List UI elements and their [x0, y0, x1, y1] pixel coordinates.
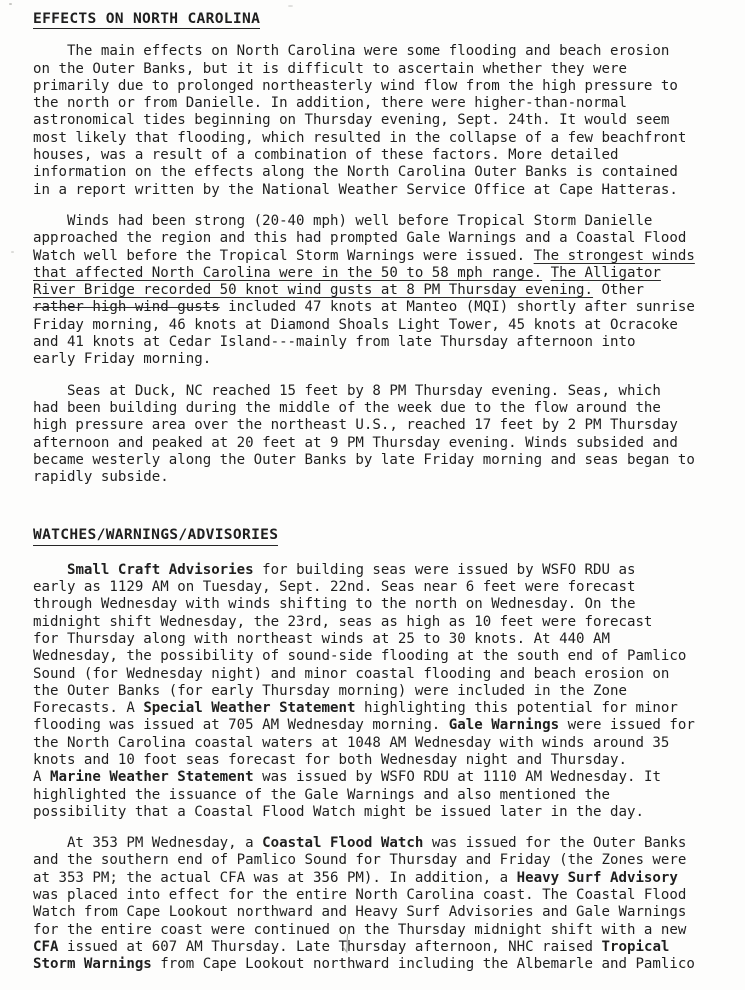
text-run: from Cape Lookout northward including the Albemarle and Pamlico	[151, 956, 695, 973]
text-run: flooding was issued at 705 AM Wednesday morning.	[33, 717, 449, 734]
text-run: A	[33, 769, 50, 786]
text-run: high pressure area over the northeast U.S., reached 17 feet by 2 PM Thursday	[33, 417, 678, 434]
text-run: knots and 10 foot seas forecast for both Wednesday night and Thursday.	[33, 751, 627, 768]
text-run: At 353 PM Wednesday, a	[33, 835, 263, 852]
paragraph	[33, 835, 721, 973]
paragraph	[33, 562, 721, 821]
text-run: most likely that flooding, which resulted in the collapse of a few beachfront	[33, 129, 687, 146]
text-line	[33, 265, 721, 282]
stray-pen-mark	[341, 933, 355, 959]
text-run: Seas at Duck, NC reached 15 feet by 8 PM Thursday evening. Seas, which	[33, 382, 661, 399]
text-run: in a report written by the National Weather Service Office at Cape Hatteras.	[33, 181, 678, 198]
text-line	[33, 147, 721, 164]
text-line	[33, 614, 721, 631]
text-run: and 41 knots at Cedar Island---mainly from late Thursday afternoon into	[33, 334, 636, 351]
section-heading-watches-warnings-advisories: WATCHES/WARNINGS/ADVISORIES	[33, 526, 278, 545]
text-run: the north or from Danielle. In addition, there were higher-than-normal	[33, 95, 627, 112]
text-run: through Wednesday with winds shifting to the north on Wednesday. On the	[33, 596, 636, 613]
text-run: information on the effects along the North Carolina Outer Banks is contained	[33, 164, 678, 181]
text-line	[33, 351, 721, 368]
pen-underlined-text-run: that affected North Carolina were in the 50 to 58 mph range.	[33, 264, 543, 281]
text-line	[33, 939, 721, 956]
text-line	[33, 452, 721, 469]
text-line	[33, 870, 721, 887]
paragraph	[33, 43, 721, 199]
text-line	[33, 752, 721, 769]
text-line	[33, 213, 721, 230]
text-line	[33, 112, 721, 129]
text-line	[33, 579, 721, 596]
text-run: was issued for the Outer Banks	[423, 835, 687, 852]
text-run: was placed into effect for the entire North Carolina coast. The Coastal Flood	[33, 887, 687, 904]
text-run: for building seas were issued by WSFO RDU as	[253, 561, 636, 578]
text-run: primarily due to prolonged northeasterly wind flow from the high pressure to	[33, 77, 678, 94]
text-run: The main effects on North Carolina were some flooding and beach erosion	[33, 43, 670, 60]
bold-text-run: Heavy Surf Advisory	[516, 869, 678, 886]
text-run: on the Outer Banks, but it is difficult to ascertain whether they were	[33, 60, 627, 77]
text-run	[542, 265, 551, 281]
pen-underlined-text-run: River Bridge recorded 50 knot wind gusts at 8 PM Thursday evening.	[33, 282, 594, 299]
text-run: highlighted the issuance of the Gale Warnings and also mentioned the	[33, 786, 610, 803]
text-line	[33, 130, 721, 147]
text-line	[33, 282, 721, 299]
text-run: highlighting this potential for minor	[355, 700, 678, 717]
text-line	[33, 700, 721, 717]
bold-text-run: Small Craft Advisories	[66, 561, 254, 578]
text-run: possibility that a Coastal Flood Watch might be issued later in the day.	[33, 803, 644, 820]
text-run	[33, 562, 67, 578]
text-run: were issued for	[559, 717, 695, 734]
text-run: Winds had been strong (20-40 mph) well before Tropical Storm Danielle	[33, 212, 653, 229]
text-line	[33, 299, 721, 316]
text-line	[33, 317, 721, 334]
scan-speck	[11, 251, 14, 253]
text-line	[33, 435, 721, 452]
text-line	[33, 887, 721, 904]
text-line	[33, 400, 721, 417]
text-line	[33, 835, 721, 852]
text-run: had been building during the middle of the week due to the flow around the	[33, 399, 661, 416]
text-run: Watch from Cape Lookout northward and Heavy Surf Advisories and Gale Warnings	[33, 904, 687, 921]
text-line	[33, 787, 721, 804]
text-line	[33, 248, 721, 265]
text-line	[33, 804, 721, 821]
scan-speck	[288, 5, 293, 7]
text-run: and the southern end of Pamlico Sound for Thursday and Friday (the Zones were	[33, 852, 687, 869]
text-line	[33, 43, 721, 60]
scan-speck	[9, 3, 12, 5]
text-run: Sound (for Wednesday night) and minor coastal flooding and beach erosion on	[33, 665, 670, 682]
text-line	[33, 666, 721, 683]
text-run: included 47 knots at Manteo (MQI) shortly after sunrise	[219, 299, 695, 316]
section-watches-warnings-advisories	[33, 500, 721, 973]
bold-text-run: Storm Warnings	[33, 956, 152, 973]
pen-struck-text-run: rather high wind gusts	[33, 299, 220, 316]
text-run: early as 1129 AM on Tuesday, Sept. 22nd. Seas near 6 feet were forecast	[33, 579, 636, 596]
text-line	[33, 230, 721, 247]
text-run: Friday morning, 46 knots at Diamond Shoals Light Tower, 45 knots at Ocracoke	[33, 316, 678, 333]
text-line	[33, 648, 721, 665]
text-line	[33, 562, 721, 579]
text-run: for the entire coast were continued on the Thursday midnight shift with a new	[33, 921, 687, 938]
text-line	[33, 735, 721, 752]
text-run: Other	[593, 282, 644, 299]
text-line	[33, 95, 721, 112]
text-run: the North Carolina coastal waters at 1048 AM Wednesday with winds around 35	[33, 734, 670, 751]
text-run: at 353 PM; the actual CFA was at 356 PM). In addition, a	[33, 869, 517, 886]
text-line	[33, 717, 721, 734]
text-line	[33, 852, 721, 869]
paragraph	[33, 213, 721, 369]
paragraph	[33, 383, 721, 487]
text-run: rapidly subside.	[33, 469, 169, 486]
text-run: Forecasts. A	[33, 700, 144, 717]
bold-text-run: Tropical	[601, 938, 670, 955]
section-heading-effects-on-north-carolina: EFFECTS ON NORTH CAROLINA	[33, 10, 260, 29]
bold-text-run: Gale Warnings	[448, 717, 560, 734]
text-run: approached the region and this had prompted Gale Warnings and a Coastal Flood	[33, 230, 687, 247]
text-line	[33, 61, 721, 78]
text-line	[33, 904, 721, 921]
text-run: became westerly along the Outer Banks by late Friday morning and seas began to	[33, 451, 695, 468]
text-line	[33, 182, 721, 199]
text-line	[33, 383, 721, 400]
text-run: afternoon and peaked at 20 feet at 9 PM Thursday evening. Winds subsided and	[33, 434, 678, 451]
pen-underlined-text-run: The strongest winds	[533, 247, 695, 264]
text-line	[33, 469, 721, 486]
text-line	[33, 683, 721, 700]
text-run: the Outer Banks (for early Thursday morning) were included in the Zone	[33, 682, 627, 699]
text-run: was issued by WSFO RDU at 1110 AM Wednesday. It	[253, 769, 661, 786]
text-run: for Thursday along with northeast winds at 25 to 30 knots. At 440 AM	[33, 630, 610, 647]
text-run: midnight shift Wednesday, the 23rd, seas as high as 10 feet were forecast	[33, 613, 653, 630]
text-run: issued at 607 AM Thursday. Late Thursday afternoon, NHC raised	[58, 938, 602, 955]
text-line	[33, 417, 721, 434]
section-effects	[33, 10, 721, 486]
text-run: Wednesday, the possibility of sound-side flooding at the south end of Pamlico	[33, 648, 687, 665]
text-run: astronomical tides beginning on Thursday evening, Sept. 24th. It would seem	[33, 112, 670, 129]
text-line	[33, 631, 721, 648]
text-line	[33, 78, 721, 95]
text-line	[33, 164, 721, 181]
bold-text-run: Coastal Flood Watch	[262, 835, 424, 852]
text-line	[33, 956, 721, 973]
text-line	[33, 334, 721, 351]
pen-underlined-text-run: The Alligator	[550, 264, 661, 281]
text-run: houses, was a result of a combination of these factors. More detailed	[33, 147, 619, 164]
text-run: Watch well before the Tropical Storm Warnings were issued.	[33, 247, 534, 264]
bold-text-run: Marine Weather Statement	[49, 769, 254, 786]
text-line	[33, 769, 721, 786]
text-run: early Friday morning.	[33, 351, 212, 368]
bold-text-run: Special Weather Statement	[143, 700, 356, 717]
bold-text-run: CFA	[33, 938, 59, 955]
text-line	[33, 922, 721, 939]
text-line	[33, 596, 721, 613]
